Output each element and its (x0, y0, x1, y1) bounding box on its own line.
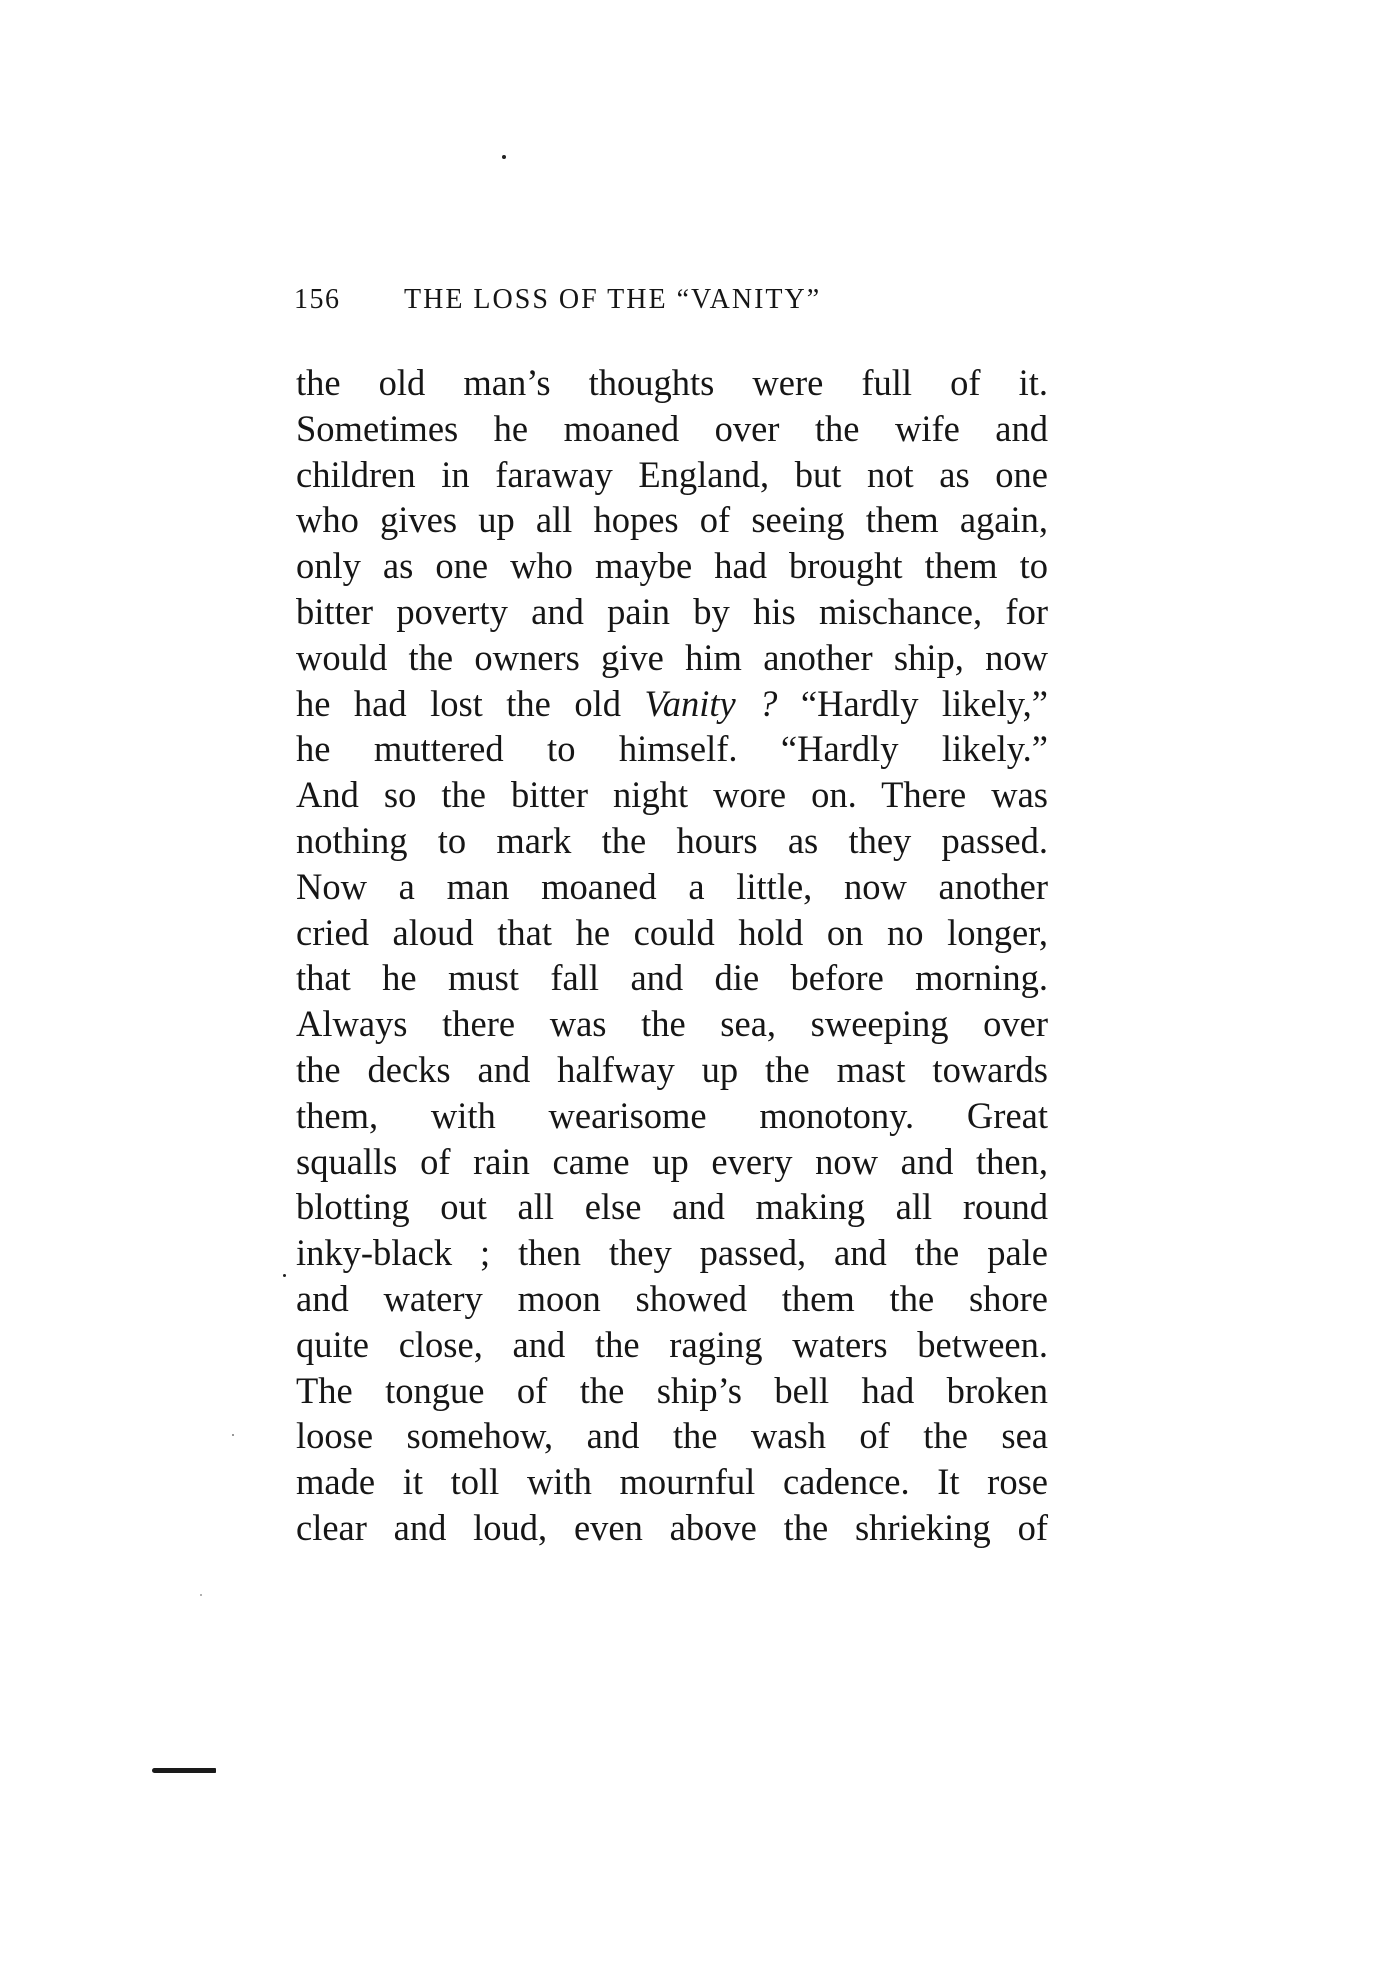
text-line: loose somehow, and the wash of the sea (296, 1415, 1048, 1457)
text-line: bitter poverty and pain by his mischance, for (296, 590, 1048, 632)
text-line: would the owners give him another ship, now (296, 636, 1048, 678)
text-line: he muttered to himself. “Hardly likely.” (296, 728, 1048, 770)
text-line: he had lost the old Vanity ? “Hardly likely,” (296, 682, 1048, 724)
text-line: them, with wearisome monotony. Great (296, 1094, 1048, 1136)
scan-mark (152, 1768, 216, 1773)
text-line: And so the bitter night wore on. There was (296, 774, 1048, 816)
ship-name-italic: Vanity ? (644, 682, 778, 724)
text-line: Sometimes he moaned over the wife and (296, 407, 1048, 449)
page-number: 156 (294, 284, 341, 315)
text-line: quite close, and the raging waters between. (296, 1323, 1048, 1365)
scan-speck (200, 1594, 202, 1596)
text-line: cried aloud that he could hold on no longer, (296, 911, 1048, 953)
scan-speck (502, 155, 506, 159)
text-line: the old man’s thoughts were full of it. (296, 362, 1048, 403)
scan-speck (283, 1274, 286, 1277)
text-line: children in faraway England, but not as one (296, 453, 1048, 495)
text-line: that he must fall and die before morning. (296, 957, 1048, 999)
text-line: inky-black ; then they passed, and the pale (296, 1232, 1048, 1274)
text-line: and watery moon showed them the shore (296, 1277, 1048, 1319)
text-line: the decks and halfway up the mast towards (296, 1048, 1048, 1090)
text-line: blotting out all else and making all round (296, 1186, 1048, 1228)
scan-speck (232, 1434, 234, 1436)
body-text (296, 360, 1048, 1551)
text-line: squalls of rain came up every now and then, (296, 1140, 1048, 1182)
text-line: Now a man moaned a little, now another (296, 865, 1048, 907)
text-line: only as one who maybe had brought them to (296, 545, 1048, 587)
text-line: Always there was the sea, sweeping over (296, 1003, 1048, 1045)
running-title: THE LOSS OF THE “VANITY” (404, 284, 822, 315)
text-line: who gives up all hopes of seeing them again, (296, 499, 1048, 541)
text-line: The tongue of the ship’s bell had broken (296, 1369, 1048, 1411)
text-line: made it toll with mournful cadence. It rose (296, 1461, 1048, 1503)
text-line: clear and loud, even above the shrieking of (296, 1506, 1048, 1548)
page-header (294, 284, 1054, 324)
text-line: nothing to mark the hours as they passed. (296, 819, 1048, 861)
